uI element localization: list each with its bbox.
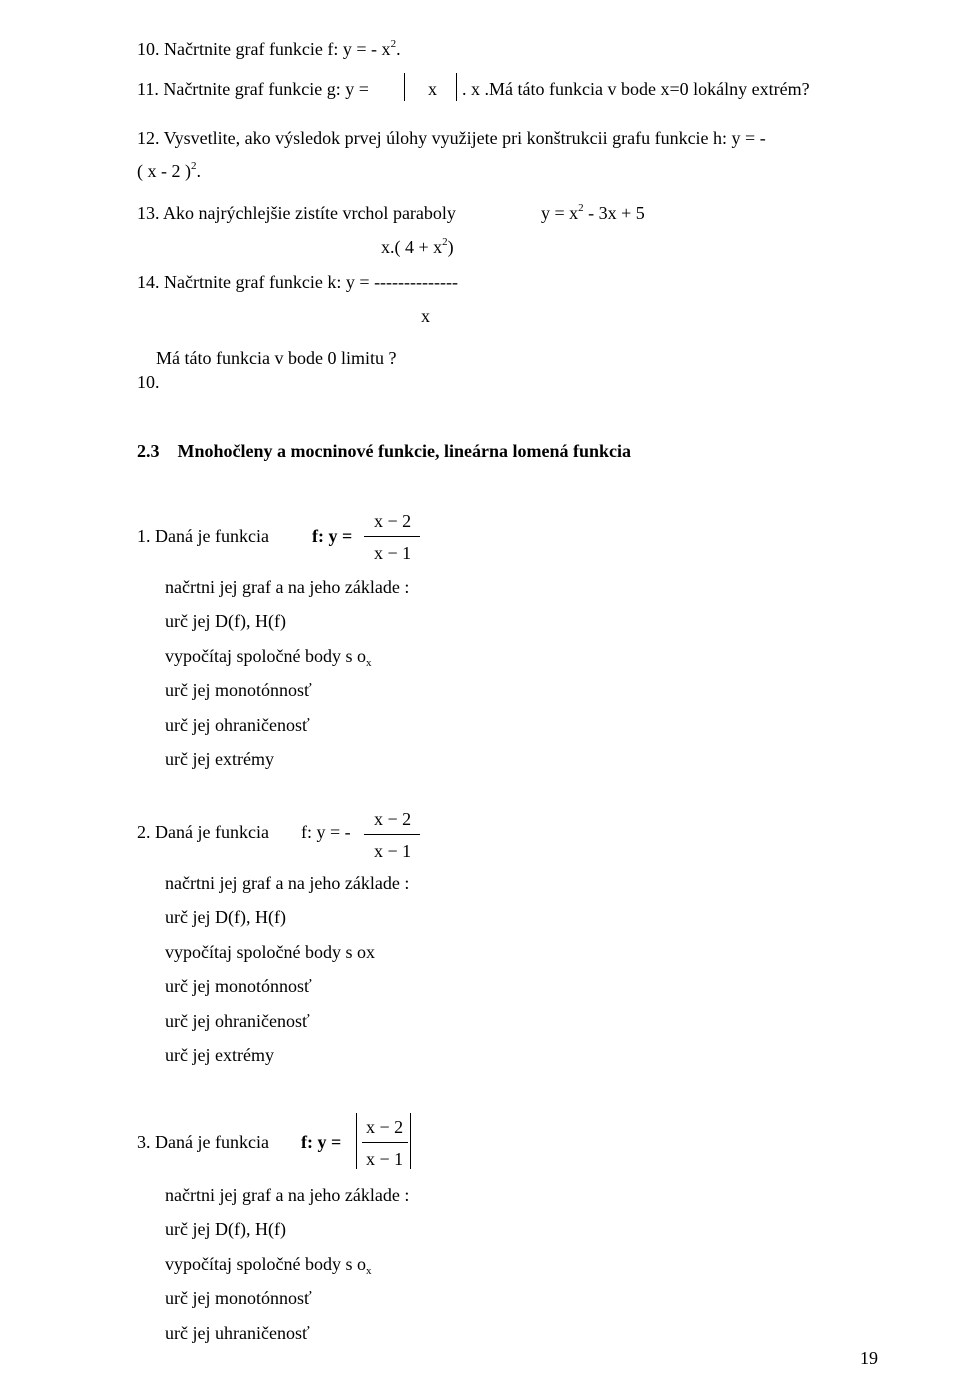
task-2-item: urč jej extrémy [165, 1045, 274, 1065]
abs-bar-right [456, 73, 457, 101]
exercise-12-line2: ( x - 2 )$^2$. [137, 160, 201, 181]
task-2-fraction [364, 810, 424, 860]
exercise-11-abs-content: x [428, 79, 437, 99]
task-1-intro: 1. Daná je funkcia [137, 526, 269, 546]
fraction-denominator: x − 1 [366, 1149, 404, 1169]
task-3-intro: 3. Daná je funkcia [137, 1132, 269, 1152]
task-2-item: urč jej D(f), H(f) [165, 907, 286, 927]
task-2-intro: 2. Daná je funkcia [137, 822, 269, 842]
task-3-item: vypočítaj spoločné body s $o_x$ [165, 1254, 372, 1277]
task-2-item: urč jej monotónnosť [165, 976, 312, 996]
section-heading: 2.3 Mnohočleny a mocninové funkcie, lineárna lomená funkcia [137, 441, 632, 461]
fraction-denominator: x − 1 [374, 543, 412, 563]
task-1-item: urč jej extrémy [165, 749, 274, 769]
task-1-item: načrtni jej graf a na jeho základe : [165, 577, 410, 597]
exercise-12-line1: 12. Vysvetlite, ako výsledok prvej úlohy využijete pri konštrukcii grafu funkcie h: y = - [137, 128, 766, 148]
fraction-numerator: x − 2 [366, 1117, 404, 1137]
exercise-11-text: 11. Načrtnite graf funkcie g: y = [137, 79, 369, 99]
task-1-item: urč jej monotónnosť [165, 680, 312, 700]
abs-bar-right [410, 1113, 411, 1169]
exercise-14-question: Má táto funkcia v bode 0 limitu ? [156, 348, 397, 368]
exercise-14-numerator: x.( $4 + x^2$) [381, 236, 454, 257]
task-3-item: urč jej uhraničenosť [165, 1323, 310, 1343]
task-1-fraction [364, 512, 424, 562]
task-2-item: načrtni jej graf a na jeho základe : [165, 873, 410, 893]
task-2-item: urč jej ohraničenosť [165, 1011, 310, 1031]
task-3-item: urč jej monotónnosť [165, 1288, 312, 1308]
fraction-bar [364, 536, 420, 537]
exercise-10: 10. Načrtnite graf funkcie f: y = - $x^2$. [137, 38, 401, 59]
task-1-function: f: y = [312, 526, 353, 546]
task-3-function: f: y = [301, 1132, 342, 1152]
page-number: 19 [860, 1348, 878, 1368]
task-1-item: vypočítaj spoločné body s $o_x$ [165, 646, 372, 669]
exercise-14-denominator: x [421, 306, 430, 326]
fraction-bar [364, 834, 420, 835]
fraction-denominator: x − 1 [374, 841, 412, 861]
task-2-function: f: y = - [301, 822, 351, 842]
task-3-item: urč jej D(f), H(f) [165, 1219, 286, 1239]
task-1-item: urč jej D(f), H(f) [165, 611, 286, 631]
exercise-14-text: 14. Načrtnite graf funkcie k: y = -------------- [137, 272, 458, 292]
stray-number: 10. [137, 372, 160, 392]
abs-bar-left [404, 73, 405, 101]
exercise-13-text: 13. Ako najrýchlejšie zistíte vrchol paraboly [137, 203, 456, 223]
fraction-numerator: x − 2 [374, 809, 412, 829]
task-1-item: urč jej ohraničenosť [165, 715, 310, 735]
fraction-bar [362, 1142, 408, 1143]
task-3-item: načrtni jej graf a na jeho základe : [165, 1185, 410, 1205]
exercise-13-formula: $y = x^2 - 3x + 5$ [541, 202, 645, 223]
fraction-numerator: x − 2 [374, 511, 412, 531]
task-2-item: vypočítaj spoločné body s ox [165, 942, 375, 962]
exercise-11-question: . x .Má táto funkcia v bode x=0 lokálny extrém? [462, 79, 810, 99]
task-3-fraction [356, 1118, 412, 1168]
